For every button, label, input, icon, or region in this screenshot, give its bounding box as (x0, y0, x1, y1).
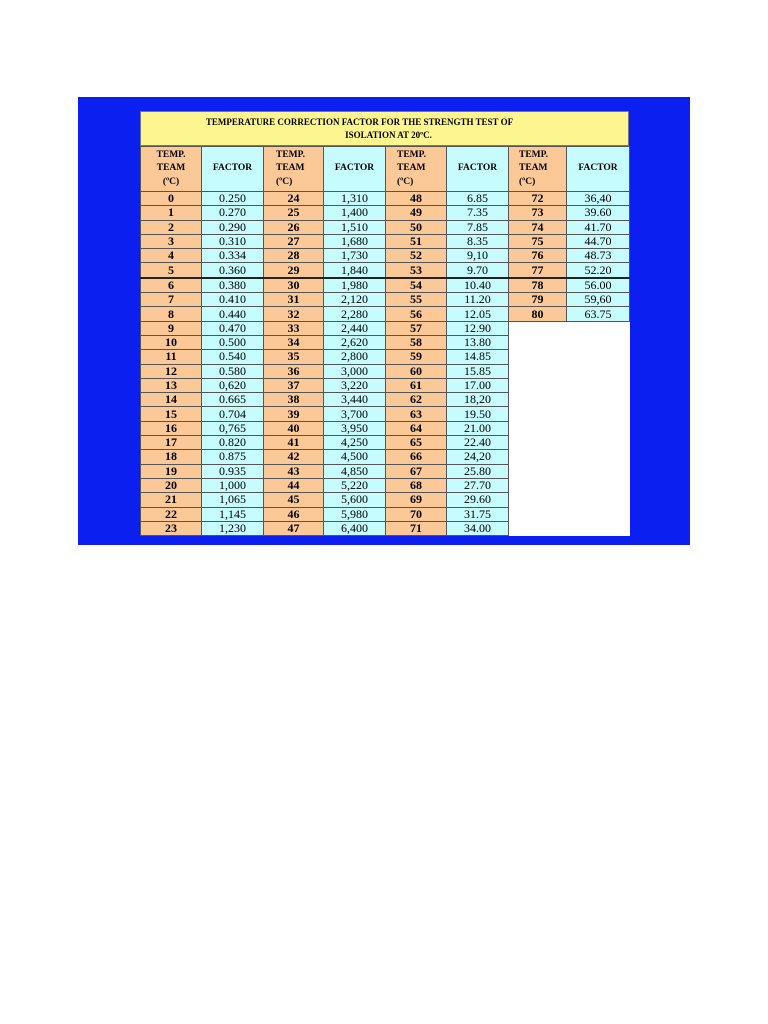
temperature-cell: 8 (141, 307, 202, 321)
temperature-cell: 28 (264, 249, 324, 263)
temperature-cell: 6 (141, 278, 202, 293)
temperature-cell: 76 (509, 249, 567, 263)
factor-cell: 18,20 (447, 393, 509, 407)
header-unit-label: (ºC) (276, 176, 293, 187)
temperature-cell: 2 (141, 220, 202, 234)
header-team-label: TEAM (519, 163, 548, 174)
temperature-cell: 11 (141, 350, 202, 364)
factor-cell: 0.380 (202, 278, 264, 293)
temperature-cell: 38 (264, 393, 324, 407)
factor-cell: 1,840 (324, 263, 386, 278)
factor-cell: 2,620 (324, 335, 386, 349)
temperature-cell: 30 (264, 278, 324, 293)
factor-cell: 8.35 (447, 234, 509, 248)
header-temp-1 (141, 147, 202, 192)
header-temp-label: TEMP. (519, 149, 548, 160)
header-temp-2 (264, 147, 324, 192)
temperature-cell: 37 (264, 378, 324, 392)
temperature-cell: 27 (264, 234, 324, 248)
temperature-cell: 60 (386, 364, 447, 378)
factor-cell: 1,310 (324, 192, 386, 206)
factor-cell: 0.410 (202, 293, 264, 307)
factor-cell: 0.665 (202, 393, 264, 407)
table-row (141, 234, 630, 248)
temperature-cell: 56 (386, 307, 447, 321)
factor-cell: 0.250 (202, 192, 264, 206)
factor-cell: 36,40 (567, 192, 630, 206)
factor-cell: 15.85 (447, 364, 509, 378)
temperature-cell: 29 (264, 263, 324, 278)
factor-cell: 0.270 (202, 206, 264, 220)
factor-cell: 0.334 (202, 249, 264, 263)
temperature-cell: 16 (141, 421, 202, 435)
temperature-cell: 58 (386, 335, 447, 349)
factor-cell: 34.00 (447, 521, 509, 535)
header-team-label: TEAM (397, 163, 426, 174)
factor-cell: 0.875 (202, 450, 264, 464)
table-row (141, 307, 630, 321)
temperature-cell: 47 (264, 521, 324, 535)
factor-cell: 17.00 (447, 378, 509, 392)
temperature-cell: 64 (386, 421, 447, 435)
factor-cell: 48.73 (567, 249, 630, 263)
factor-cell: 25.80 (447, 464, 509, 478)
temperature-cell: 7 (141, 293, 202, 307)
factor-cell: 4,500 (324, 450, 386, 464)
temperature-cell: 59 (386, 350, 447, 364)
table-body (141, 192, 630, 536)
temperature-cell: 23 (141, 521, 202, 535)
factor-cell: 31.75 (447, 507, 509, 521)
factor-cell: 9,10 (447, 249, 509, 263)
factor-cell: 0.440 (202, 307, 264, 321)
temperature-cell: 61 (386, 378, 447, 392)
header-unit-label: (ºC) (519, 176, 536, 187)
temperature-cell: 19 (141, 464, 202, 478)
factor-cell: 12.90 (447, 321, 509, 335)
temperature-cell: 62 (386, 393, 447, 407)
temperature-cell: 18 (141, 450, 202, 464)
factor-cell: 10.40 (447, 278, 509, 293)
temperature-cell: 4 (141, 249, 202, 263)
temperature-cell: 36 (264, 364, 324, 378)
factor-cell: 0.704 (202, 407, 264, 421)
factor-cell: 24,20 (447, 450, 509, 464)
temperature-cell: 13 (141, 378, 202, 392)
temperature-cell: 41 (264, 436, 324, 450)
factor-cell: 5,220 (324, 478, 386, 492)
header-row (141, 147, 630, 192)
factor-cell: 1,000 (202, 478, 264, 492)
factor-cell: 7.85 (447, 220, 509, 234)
factor-cell: 0,620 (202, 378, 264, 392)
factor-cell: 2,800 (324, 350, 386, 364)
factor-cell: 9.70 (447, 263, 509, 278)
temperature-cell: 15 (141, 407, 202, 421)
temperature-cell: 69 (386, 493, 447, 507)
factor-cell: 1,730 (324, 249, 386, 263)
factor-cell: 0.310 (202, 234, 264, 248)
temperature-cell: 55 (386, 293, 447, 307)
factor-cell: 1,065 (202, 493, 264, 507)
temperature-cell: 21 (141, 493, 202, 507)
temperature-cell: 0 (141, 192, 202, 206)
header-factor-2: FACTOR (324, 147, 386, 192)
correction-factor-sheet (140, 111, 629, 535)
factor-cell: 5,980 (324, 507, 386, 521)
factor-cell: 3,950 (324, 421, 386, 435)
header-factor-4: FACTOR (567, 147, 630, 192)
temperature-cell: 79 (509, 293, 567, 307)
table-row (141, 263, 630, 278)
temperature-cell: 65 (386, 436, 447, 450)
temperature-cell: 74 (509, 220, 567, 234)
temperature-cell: 46 (264, 507, 324, 521)
factor-cell: 14.85 (447, 350, 509, 364)
empty-area (509, 321, 630, 535)
temperature-cell: 53 (386, 263, 447, 278)
temperature-cell: 43 (264, 464, 324, 478)
factor-cell: 41.70 (567, 220, 630, 234)
temperature-cell: 14 (141, 393, 202, 407)
header-team-label: TEAM (276, 163, 305, 174)
factor-cell: 0,765 (202, 421, 264, 435)
temperature-cell: 49 (386, 206, 447, 220)
factor-cell: 0.820 (202, 436, 264, 450)
factor-cell: 59,60 (567, 293, 630, 307)
temperature-cell: 25 (264, 206, 324, 220)
temperature-cell: 57 (386, 321, 447, 335)
factor-cell: 3,440 (324, 393, 386, 407)
factor-cell: 6,400 (324, 521, 386, 535)
temperature-cell: 31 (264, 293, 324, 307)
temperature-cell: 70 (386, 507, 447, 521)
temperature-cell: 3 (141, 234, 202, 248)
header-unit-label: (ºC) (162, 176, 180, 187)
temperature-cell: 34 (264, 335, 324, 349)
factor-cell: 3,220 (324, 378, 386, 392)
temperature-cell: 33 (264, 321, 324, 335)
temperature-cell: 42 (264, 450, 324, 464)
table-title (140, 111, 629, 146)
factor-cell: 2,280 (324, 307, 386, 321)
factor-cell: 3,700 (324, 407, 386, 421)
temperature-cell: 35 (264, 350, 324, 364)
factor-cell: 4,850 (324, 464, 386, 478)
factor-cell: 27.70 (447, 478, 509, 492)
correction-factor-table (140, 146, 630, 536)
temperature-cell: 45 (264, 493, 324, 507)
factor-cell: 7.35 (447, 206, 509, 220)
header-temp-label: TEMP. (276, 149, 305, 160)
title-line-2: ISOLATION AT 20ºC. (345, 130, 432, 140)
temperature-cell: 77 (509, 263, 567, 278)
factor-cell: 0.500 (202, 335, 264, 349)
factor-cell: 29.60 (447, 493, 509, 507)
table-row (141, 249, 630, 263)
factor-cell: 1,510 (324, 220, 386, 234)
factor-cell: 19.50 (447, 407, 509, 421)
temperature-cell: 72 (509, 192, 567, 206)
factor-cell: 0.360 (202, 263, 264, 278)
factor-cell: 63.75 (567, 307, 630, 321)
factor-cell: 5,600 (324, 493, 386, 507)
title-line-1: TEMPERATURE CORRECTION FACTOR FOR THE STRENGTH TEST OF (205, 117, 514, 127)
temperature-cell: 63 (386, 407, 447, 421)
factor-cell: 52.20 (567, 263, 630, 278)
header-unit-label: (ºC) (397, 176, 414, 187)
temperature-cell: 54 (386, 278, 447, 293)
factor-cell: 21.00 (447, 421, 509, 435)
table-row (141, 220, 630, 234)
factor-cell: 1,980 (324, 278, 386, 293)
factor-cell: 0.935 (202, 464, 264, 478)
temperature-cell: 9 (141, 321, 202, 335)
factor-cell: 2,440 (324, 321, 386, 335)
factor-cell: 11.20 (447, 293, 509, 307)
temperature-cell: 67 (386, 464, 447, 478)
header-temp-3 (386, 147, 447, 192)
temperature-cell: 17 (141, 436, 202, 450)
temperature-cell: 71 (386, 521, 447, 535)
factor-cell: 1,680 (324, 234, 386, 248)
temperature-cell: 12 (141, 364, 202, 378)
factor-cell: 6.85 (447, 192, 509, 206)
temperature-cell: 78 (509, 278, 567, 293)
temperature-cell: 32 (264, 307, 324, 321)
factor-cell: 1,400 (324, 206, 386, 220)
header-temp-4 (509, 147, 567, 192)
header-team-label: TEAM (156, 163, 186, 174)
factor-cell: 0.290 (202, 220, 264, 234)
table-row (141, 293, 630, 307)
table-row (141, 206, 630, 220)
factor-cell: 4,250 (324, 436, 386, 450)
temperature-cell: 73 (509, 206, 567, 220)
factor-cell: 3,000 (324, 364, 386, 378)
factor-cell: 22.40 (447, 436, 509, 450)
header-factor-1: FACTOR (202, 147, 264, 192)
table-row (141, 321, 630, 335)
temperature-cell: 26 (264, 220, 324, 234)
header-factor-3: FACTOR (447, 147, 509, 192)
temperature-cell: 48 (386, 192, 447, 206)
factor-cell: 1,230 (202, 521, 264, 535)
table-row (141, 192, 630, 206)
factor-cell: 44.70 (567, 234, 630, 248)
factor-cell: 13.80 (447, 335, 509, 349)
temperature-cell: 80 (509, 307, 567, 321)
temperature-cell: 40 (264, 421, 324, 435)
factor-cell: 1,145 (202, 507, 264, 521)
temperature-cell: 50 (386, 220, 447, 234)
temperature-cell: 5 (141, 263, 202, 278)
temperature-cell: 66 (386, 450, 447, 464)
temperature-cell: 52 (386, 249, 447, 263)
temperature-cell: 10 (141, 335, 202, 349)
header-temp-label: TEMP. (156, 149, 186, 160)
temperature-cell: 22 (141, 507, 202, 521)
factor-cell: 39.60 (567, 206, 630, 220)
temperature-cell: 39 (264, 407, 324, 421)
temperature-cell: 44 (264, 478, 324, 492)
factor-cell: 2,120 (324, 293, 386, 307)
temperature-cell: 20 (141, 478, 202, 492)
factor-cell: 56.00 (567, 278, 630, 293)
temperature-cell: 51 (386, 234, 447, 248)
temperature-cell: 68 (386, 478, 447, 492)
temperature-cell: 75 (509, 234, 567, 248)
temperature-cell: 24 (264, 192, 324, 206)
factor-cell: 0.540 (202, 350, 264, 364)
factor-cell: 0.470 (202, 321, 264, 335)
header-temp-label: TEMP. (397, 149, 426, 160)
factor-cell: 0.580 (202, 364, 264, 378)
temperature-cell: 1 (141, 206, 202, 220)
table-row (141, 278, 630, 293)
factor-cell: 12.05 (447, 307, 509, 321)
